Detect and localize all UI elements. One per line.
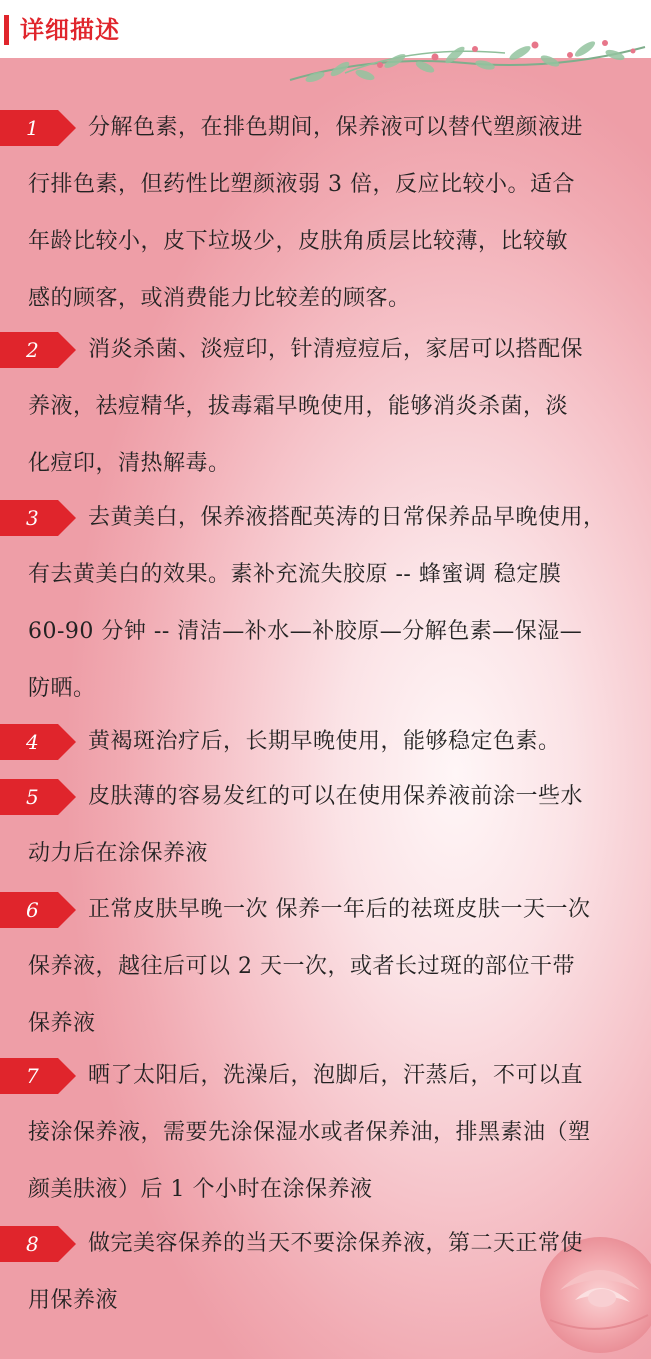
item-text-line: 做完美容保养的当天不要涂保养液，第二天正常使 — [88, 1231, 584, 1256]
item-number: 5 — [26, 785, 39, 809]
item-text-line: 60-90 分钟 -- 清洁—补水—补胶原—分解色素—保湿— — [28, 619, 583, 644]
item-text-line: 有去黄美白的效果。素补充流失胶原 -- 蜂蜜调 稳定膜 — [28, 562, 562, 587]
item-text-line: 养液，祛痘精华，拔毒霜早晚使用，能够消炎杀菌，淡 — [28, 394, 569, 419]
item-number: 3 — [26, 506, 39, 530]
item-number-badge — [0, 500, 76, 536]
item-number-badge — [0, 724, 76, 760]
item-text-line: 防晒。 — [28, 676, 96, 701]
item-number-badge — [0, 332, 76, 368]
item-number: 7 — [26, 1064, 39, 1088]
item-text-line: 保养液 — [28, 1011, 96, 1036]
header-accent-bar — [4, 15, 9, 45]
item-number-badge — [0, 110, 76, 146]
item-text-line: 年龄比较小，皮下垃圾少，皮肤角质层比较薄，比较敏 — [28, 229, 569, 254]
item-text-line: 感的顾客，或消费能力比较差的顾客。 — [28, 286, 411, 311]
flower-branch-icon — [285, 35, 651, 90]
page-title: 详细描述 — [20, 16, 120, 44]
item-text-line: 颜美肤液）后 1 个小时在涂保养液 — [28, 1177, 373, 1202]
item-text-line: 接涂保养液，需要先涂保湿水或者保养油，排黑素油（塑 — [28, 1120, 591, 1145]
item-number-badge — [0, 892, 76, 928]
rose-icon — [520, 1190, 651, 1359]
item-number: 1 — [26, 116, 39, 140]
item-number: 6 — [26, 898, 39, 922]
item-text-line: 黄褐斑治疗后，长期早晚使用，能够稳定色素。 — [88, 729, 561, 754]
item-number-badge — [0, 1226, 76, 1262]
item-number: 2 — [26, 338, 39, 362]
item-text-line: 保养液，越往后可以 2 天一次，或者长过斑的部位干带 — [28, 954, 575, 979]
item-number: 4 — [26, 730, 39, 754]
item-text-line: 分解色素，在排色期间，保养液可以替代塑颜液进 — [88, 115, 584, 140]
item-text-line: 皮肤薄的容易发红的可以在使用保养液前涂一些水 — [88, 784, 584, 809]
item-text-line: 化痘印，清热解毒。 — [28, 451, 231, 476]
item-text-line: 行排色素，但药性比塑颜液弱 3 倍，反应比较小。适合 — [28, 172, 575, 197]
item-text-line: 动力后在涂保养液 — [28, 841, 209, 866]
item-number-badge — [0, 779, 76, 815]
item-text-line: 消炎杀菌、淡痘印，针清痘痘后，家居可以搭配保 — [88, 337, 584, 362]
item-text-line: 用保养液 — [28, 1288, 119, 1313]
item-number: 8 — [26, 1232, 39, 1256]
item-number-badge — [0, 1058, 76, 1094]
item-text-line: 去黄美白，保养液搭配英涛的日常保养品早晚使用， — [88, 505, 606, 530]
item-text-line: 晒了太阳后，洗澡后，泡脚后，汗蒸后，不可以直 — [88, 1063, 584, 1088]
item-text-line: 正常皮肤早晚一次 保养一年后的祛斑皮肤一天一次 — [88, 897, 591, 922]
